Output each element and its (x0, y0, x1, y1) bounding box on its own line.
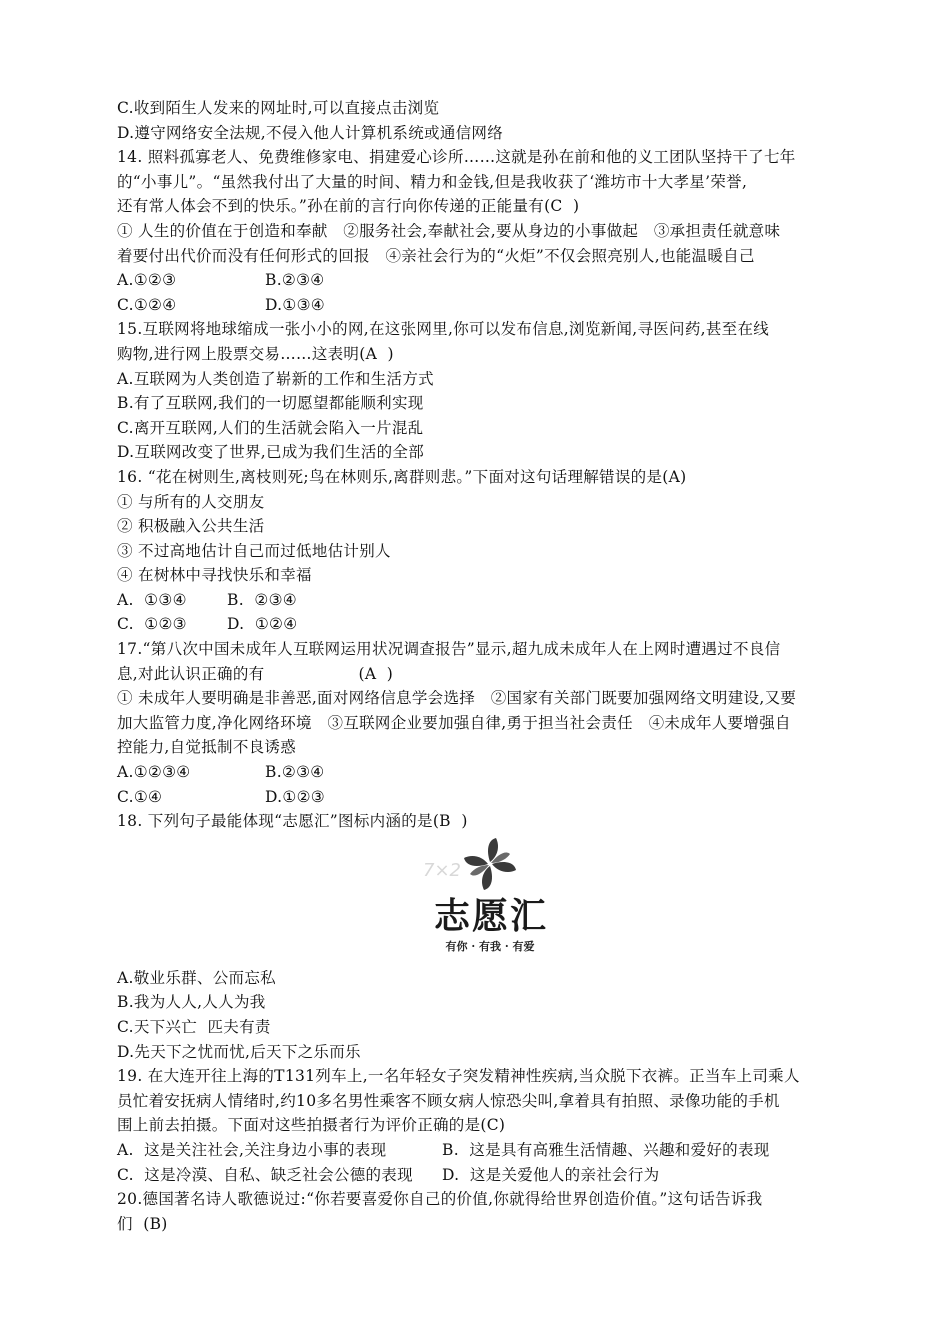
q18-option-a: A.敬业乐群、公而忘私 (117, 968, 276, 987)
q16-statement: ④ 在树林中寻找快乐和幸福 (117, 566, 312, 585)
question-14-line: 还有常人体会不到的快乐。”孙在前的言行向你传递的正能量有(C ) (117, 197, 580, 216)
q15-option-d: D.互联网改变了世界,已成为我们生活的全部 (117, 443, 425, 462)
q16-statement: ① 与所有的人交朋友 (117, 492, 265, 511)
pinwheel-icon (395, 836, 585, 896)
q14-option-b: B.②③④ (265, 271, 325, 290)
q19-option-c: C. 这是冷漠、自私、缺乏社会公德的表现 (117, 1165, 413, 1184)
exam-page (117, 96, 847, 1236)
question-14-line: 着要付出代价而没有任何形式的回报 ④亲社会行为的“火炬”不仅会照亮别人,也能温暖自己 (117, 246, 755, 265)
question-14-line: 的“小事儿”。“虽然我付出了大量的时间、精力和金钱,但是我收获了‘潍坊市十大孝星’荣誉, (117, 172, 748, 191)
q16-statement: ② 积极融入公共生活 (117, 517, 265, 536)
question-20-line: 20.德国著名诗人歌德说过:“你若要喜爱你自己的价值,你就得给世界创造价值。”这句话告诉我 (117, 1190, 763, 1209)
q16-option-c: C. ①②③ (117, 615, 187, 634)
q15-option-c: C.离开互联网,人们的生活就会陷入一片混乱 (117, 418, 424, 437)
q16-option-d: D. ①②④ (227, 615, 298, 634)
q15-option-b: B.有了互联网,我们的一切愿望都能顺利实现 (117, 394, 424, 413)
q16-options-row (117, 612, 847, 637)
question-19-line: 围上前去拍摄。下面对这些拍摄者行为评价正确的是(C) (117, 1116, 506, 1135)
question-15-line: 15.互联网将地球缩成一张小小的网,在这张网里,你可以发布信息,浏览新闻,寻医问药,甚至在线 (117, 320, 770, 339)
logo-wordmark: 志愿汇 (433, 895, 548, 937)
q16-options-row (117, 588, 847, 613)
option-line: C.收到陌生人发来的网址时,可以直接点击浏览 (117, 99, 440, 117)
q19-option-b: B. 这是具有高雅生活情趣、兴趣和爱好的表现 (442, 1140, 770, 1159)
q19-option-d: D. 这是关爱他人的亲社会行为 (442, 1165, 660, 1184)
volunteer-logo-figure (117, 836, 847, 966)
question-17-line: 加大监管力度,净化网络环境 ③互联网企业要加强自律,勇于担当社会责任 ④未成年人要增强自 (117, 713, 791, 732)
question-14-line: ① 人生的价值在于创造和奉献 ②服务社会,奉献社会,要从身边的小事做起 ③承担责任就意味 (117, 221, 781, 240)
option-line: D.遵守网络安全法规,不侵入他人计算机系统或通信网络 (117, 123, 504, 142)
q14-option-d: D.①③④ (265, 295, 325, 314)
question-18-stem: 18. 下列句子最能体现“志愿汇”图标内涵的是(B ) (117, 812, 468, 831)
q15-option-a: A.互联网为人类创造了崭新的工作和生活方式 (117, 369, 434, 388)
q17-option-c: C.①④ (117, 787, 163, 806)
question-16-line: 16. “花在树则生,离枝则死;鸟在林则乐,离群则悲。”下面对这句话理解错误的是(A) (117, 467, 687, 486)
q14-options-row (117, 268, 847, 293)
question-19-line: 员忙着安抚病人情绪时,约10多名男性乘客不顾女病人惊恐尖叫,拿着具有拍照、录像功能的手机 (117, 1091, 780, 1110)
q17-options-row (117, 760, 847, 785)
q17-option-b: B.②③④ (265, 763, 325, 782)
question-17-line: 控能力,自觉抵制不良诱惑 (117, 738, 297, 757)
q18-option-b: B.我为人人,人人为我 (117, 993, 266, 1012)
q14-options-row (117, 293, 847, 318)
question-17-line: ① 未成年人要明确是非善恶,面对网络信息学会选择 ②国家有关部门既要加强网络文明建设,又要 (117, 689, 797, 708)
q16-statement: ③ 不过高地估计自己而过低地估计别人 (117, 541, 391, 560)
q16-option-b: B. ②③④ (227, 590, 297, 609)
q16-option-a: A. ①③④ (117, 590, 187, 609)
q18-option-d: D.先天下之忧而忧,后天下之乐而乐 (117, 1042, 361, 1061)
q17-options-row (117, 785, 847, 810)
svg-text:7×2: 7×2 (423, 859, 461, 881)
q14-option-c: C.①②④ (117, 295, 177, 314)
question-17-line: 17.“第八次中国未成年人互联网运用状况调查报告”显示,超九成未成年人在上网时遭遇过不良信 (117, 640, 781, 659)
question-17-line: 息,对此认识正确的有 (A ) (117, 664, 394, 683)
q19-option-a: A. 这是关注社会,关注身边小事的表现 (117, 1140, 387, 1159)
volunteer-logo (395, 836, 585, 966)
logo-slogan: 有你 · 有我 · 有爱 (445, 939, 535, 953)
q17-option-a: A.①②③④ (117, 763, 191, 782)
question-19-line: 19. 在大连开往上海的T131列车上,一名年轻女子突发精神性疾病,当众脱下衣裤。正当车上司乘人 (117, 1067, 800, 1086)
q14-option-a: A.①②③ (117, 271, 177, 290)
q18-option-c: C.天下兴亡 匹夫有责 (117, 1018, 271, 1036)
q19-options-row (117, 1163, 847, 1188)
q17-option-d: D.①②③ (265, 787, 325, 806)
q19-options-row (117, 1138, 847, 1163)
question-15-line: 购物,进行网上股票交易……这表明(A ) (117, 344, 394, 363)
question-20-line: 们 (B) (117, 1214, 168, 1233)
question-14-line: 14. 照料孤寡老人、免费维修家电、捐建爱心诊所……这就是孙在前和他的义工团队坚持干了七年 (117, 148, 796, 167)
